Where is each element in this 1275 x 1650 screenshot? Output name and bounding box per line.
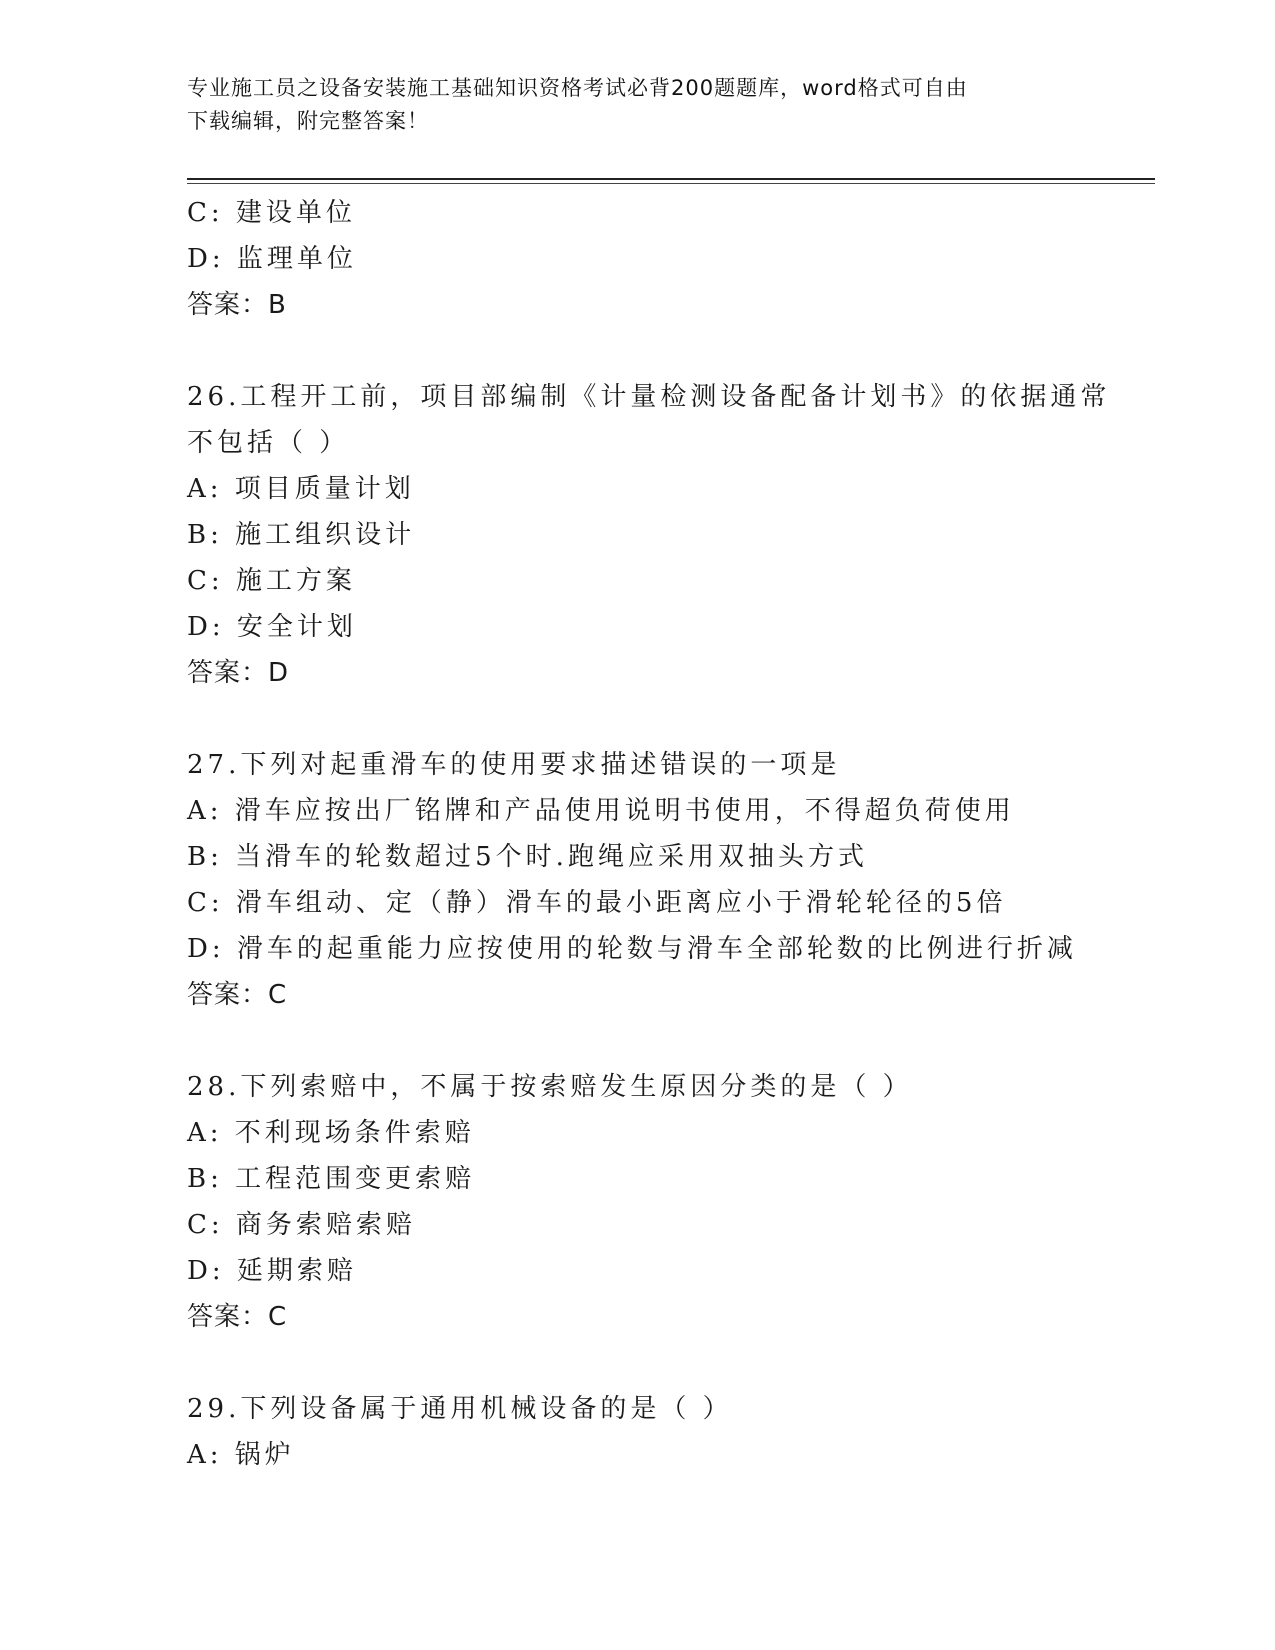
answer-label: 答案：C <box>187 1302 288 1332</box>
question-stem: 26.工程开工前，项目部编制《计量检测设备配备计划书》的依据通常 <box>187 382 1111 412</box>
question-27 <box>187 742 1155 1018</box>
question-stem-continued: 不包括（ ） <box>187 428 350 458</box>
option-c: C: 建设单位 <box>187 198 356 228</box>
header-line-1: 专业施工员之设备安装施工基础知识资格考试必背200题题库，word格式可自由 <box>187 76 968 100</box>
question-28 <box>187 1064 1155 1340</box>
option-a: A: 滑车应按出厂铭牌和产品使用说明书使用，不得超负荷使用 <box>187 796 1015 826</box>
question-stem: 27.下列对起重滑车的使用要求描述错误的一项是 <box>187 750 841 780</box>
question-list <box>187 190 1155 1478</box>
header-divider-thick <box>187 178 1155 180</box>
option-d: D: 延期索赔 <box>187 1256 357 1286</box>
option-c: C: 滑车组动、定（静）滑车的最小距离应小于滑轮轮径的5倍 <box>187 888 1007 918</box>
spacer <box>187 696 1155 742</box>
option-d: D: 安全计划 <box>187 612 357 642</box>
header-line-2: 下载编辑，附完整答案！ <box>187 109 429 133</box>
answer-label: 答案：B <box>187 290 287 320</box>
option-c: C: 施工方案 <box>187 566 356 596</box>
option-b: B: 工程范围变更索赔 <box>187 1164 476 1194</box>
question-stem: 29.下列设备属于通用机械设备的是（ ） <box>187 1394 733 1424</box>
option-c: C: 商务索赔索赔 <box>187 1210 416 1240</box>
option-a: A: 项目质量计划 <box>187 474 415 504</box>
option-b: B: 当滑车的轮数超过5个时.跑绳应采用双抽头方式 <box>187 842 868 872</box>
spacer <box>187 1018 1155 1064</box>
answer-label: 答案：D <box>187 658 290 688</box>
question-25-partial <box>187 190 1155 328</box>
option-a: A: 不利现场条件索赔 <box>187 1118 475 1148</box>
option-a: A: 锅炉 <box>187 1440 295 1470</box>
header-divider-thin <box>187 183 1155 184</box>
question-stem: 28.下列索赔中，不属于按索赔发生原因分类的是（ ） <box>187 1072 913 1102</box>
question-29 <box>187 1386 1155 1478</box>
spacer <box>187 328 1155 374</box>
spacer <box>187 1340 1155 1386</box>
option-b: B: 施工组织设计 <box>187 520 416 550</box>
option-d: D: 滑车的起重能力应按使用的轮数与滑车全部轮数的比例进行折减 <box>187 934 1077 964</box>
option-d: D: 监理单位 <box>187 244 357 274</box>
question-26 <box>187 374 1155 696</box>
page-header <box>187 72 1067 138</box>
answer-label: 答案：C <box>187 980 288 1010</box>
